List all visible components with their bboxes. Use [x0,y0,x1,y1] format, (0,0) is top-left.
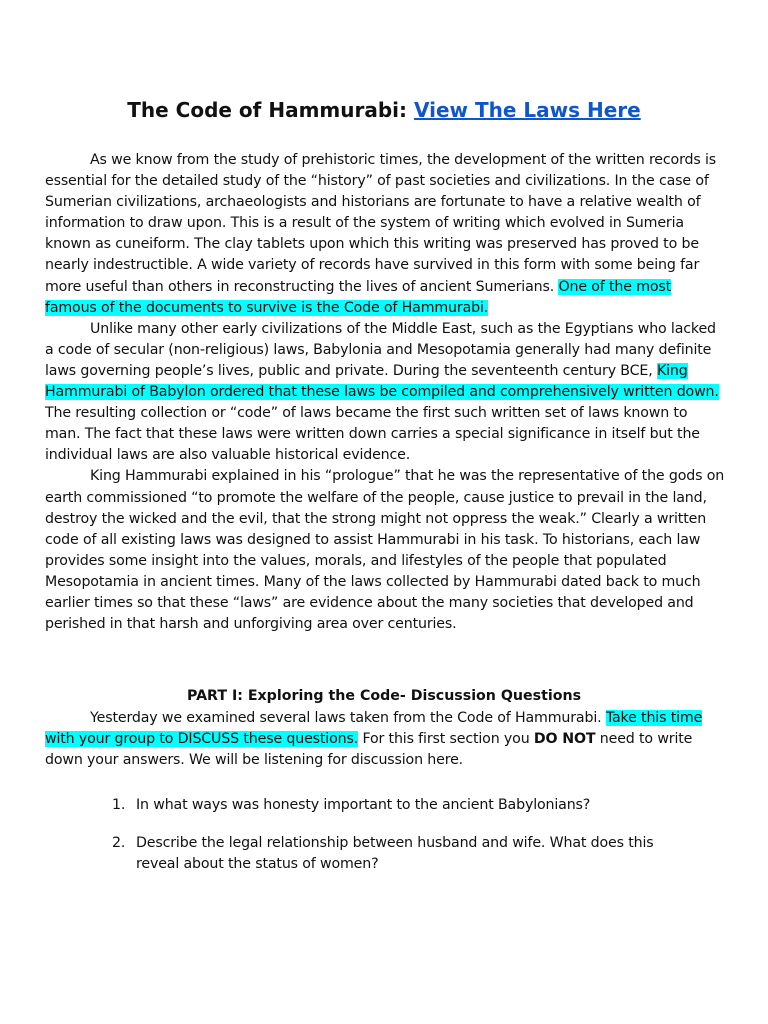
highlighted-text: Take this time with your group to DISCUSS these questions. [45,710,703,748]
list-item [112,795,692,816]
part1-intro-before: Yesterday we examined several laws taken from the Code of Hammurabi. [90,710,602,726]
question-number: 1. [112,797,126,813]
intro-paragraph-2-after: The resulting collection or “code” of laws became the first such written set of laws known to man. The fact that these laws were written down carries a special significance in itself but the individual laws are also valuable historical evidence. [45,405,700,464]
question-text: Describe the legal relationship between husband and wife. What does this reveal about the status of women? [136,835,654,873]
highlighted-text: King Hammurabi of Babylon ordered that these laws be compiled and comprehensively written down. [45,362,719,401]
highlighted-text: One of the most famous of the documents to survive is the Code of Hammurabi. [45,278,672,316]
intro-paragraph-3-text: King Hammurabi explained in his “prologue” that he was the representative of the gods on earth commissioned “to promote the welfare of the people, cause justice to prevail in the land, destroy the wicked and the evil, that the strong might not oppress the weak.” Clearly a written code of all existing laws was designed to assist Hammurabi in his task. To historians, each law provides some insight into the values, morals, and lifestyles of the people that populated Mesopotamia in ancient times. Many of the laws collected by Hammurabi dated back to much earlier times so that these “laws” are evidence about the many societies that developed and perished in that harsh and unforgiving area over centuries. [45,468,725,633]
part1-intro-paragraph [45,708,725,771]
view-laws-link[interactable]: View The Laws Here [414,98,641,122]
page-title [0,96,768,124]
question-text: In what ways was honesty important to the ancient Babylonians? [136,797,591,813]
part1-intro-middle: For this first section you [362,731,530,748]
intro-paragraph-1-text: As we know from the study of prehistoric times, the development of the written records is essential for the detailed study of the “history” of past societies and civilizations. In the case of Sumerian civilizations, archaeologists and historians are fortunate to have a relative wealth of information to draw upon. This is a result of the system of writing which evolved in Sumeria known as cuneiform. The clay tablets upon which this writing was preserved has proved to be nearly indestructible. A wide variety of records have survived in this form with some being far more useful than others in reconstructing the lives of ancient Sumerians. [45,152,716,295]
intro-paragraph-2-before: Unlike many other early civilizations of the Middle East, such as the Egyptians who lacked a code of secular (non-religious) laws, Babylonia and Mesopotamia generally had many definite laws governing people’s lives, public and private. During the seventeenth century BCE, [45,320,716,379]
part1-intro-bold: DO NOT [533,731,596,748]
part1-heading: PART I: Exploring the Code- Discussion Questions [186,688,582,704]
intro-paragraph-2 [45,319,725,467]
intro-paragraph-3 [45,466,725,635]
discussion-questions-list [112,795,692,892]
question-number: 2. [112,835,126,852]
part1-intro-section [45,708,725,771]
part1-intro-after: need to write down your answers. We will be listening for discussion here. [45,731,693,769]
list-item [112,833,692,875]
intro-section [45,150,725,635]
intro-paragraph-1 [45,150,725,319]
title-prefix: The Code of Hammurabi: [127,98,408,122]
